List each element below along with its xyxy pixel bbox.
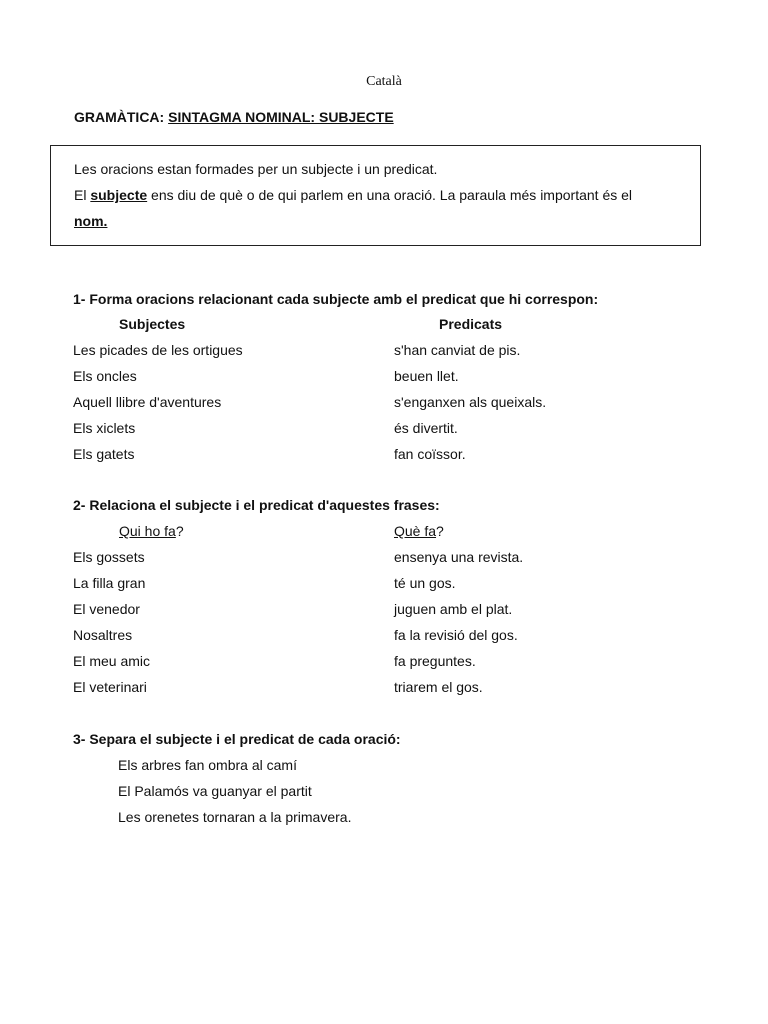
- exercise-1-predicates-header: Predicats: [439, 316, 503, 332]
- exercise-1-subject: Els gatets: [73, 446, 135, 462]
- exercise-1-subject: Les picades de les ortigues: [73, 342, 243, 358]
- exercise-1-predicate: beuen llet.: [394, 368, 459, 384]
- definition-term-nom: nom.: [74, 213, 108, 229]
- who-header-mark: ?: [175, 523, 184, 539]
- who-header-text: Qui ho fa: [119, 523, 176, 539]
- title-prefix: GRAMÀTICA:: [74, 109, 165, 125]
- exercise-3-sentence: Les orenetes tornaran a la primavera.: [118, 809, 352, 825]
- exercise-2-predicate: té un gos.: [394, 575, 456, 591]
- page-header-subject: Català: [366, 74, 402, 89]
- exercise-3-sentence: El Palamós va guanyar el partit: [118, 783, 312, 799]
- exercise-2-subject: El meu amic: [73, 653, 151, 669]
- exercise-2-predicate: juguen amb el plat.: [394, 601, 513, 617]
- exercise-2-subject: El veterinari: [73, 679, 147, 695]
- exercise-1-predicate: s'han canviat de pis.: [394, 342, 521, 358]
- title-topic: SINTAGMA NOMINAL: SUBJECTE: [168, 109, 394, 125]
- what-header-text: Què fa: [394, 523, 437, 539]
- exercise-2-title: 2- Relaciona el subjecte i el predicat d'aquestes frases:: [73, 497, 440, 513]
- definition-line-1: Les oracions estan formades per un subjecte i un predicat.: [74, 161, 438, 177]
- exercise-3-sentence: Els arbres fan ombra al camí: [118, 757, 297, 773]
- exercise-1-predicate: s'enganxen als queixals.: [394, 394, 547, 410]
- exercise-2-predicate: triarem el gos.: [394, 679, 483, 695]
- exercise-1-subject: Els oncles: [73, 368, 137, 384]
- exercise-1-predicate: fan coïssor.: [394, 446, 466, 462]
- definition-text: ens diu de què o de qui parlem en una oració. La paraula més important és el: [147, 187, 633, 203]
- exercise-2-who-header: [119, 523, 184, 539]
- page-title: [74, 109, 394, 125]
- exercise-1-title: 1- Forma oracions relacionant cada subjecte amb el predicat que hi correspon:: [73, 291, 599, 307]
- exercise-2-subject: Nosaltres: [73, 627, 133, 643]
- exercise-2-what-header: [394, 523, 444, 539]
- definition-line-3: [74, 213, 107, 229]
- exercise-2-predicate: fa la revisió del gos.: [394, 627, 518, 643]
- exercise-2-predicate: fa preguntes.: [394, 653, 476, 669]
- definition-term-subjecte: subjecte: [90, 187, 148, 203]
- exercise-2-subject: El venedor: [73, 601, 140, 617]
- exercise-3-title: 3- Separa el subjecte i el predicat de cada oració:: [73, 731, 401, 747]
- definition-box: [50, 145, 701, 246]
- exercise-2-subject: Els gossets: [73, 549, 145, 565]
- what-header-mark: ?: [436, 523, 444, 539]
- exercise-1-subject: Aquell llibre d'aventures: [73, 394, 222, 410]
- definition-text: El: [74, 187, 91, 203]
- exercise-2-subject: La filla gran: [73, 575, 146, 591]
- exercise-1-subject: Els xiclets: [73, 420, 136, 436]
- exercise-1-subjects-header: Subjectes: [119, 316, 186, 332]
- definition-line-2: [74, 187, 632, 203]
- exercise-1-predicate: és divertit.: [394, 420, 458, 436]
- exercise-2-predicate: ensenya una revista.: [394, 549, 524, 565]
